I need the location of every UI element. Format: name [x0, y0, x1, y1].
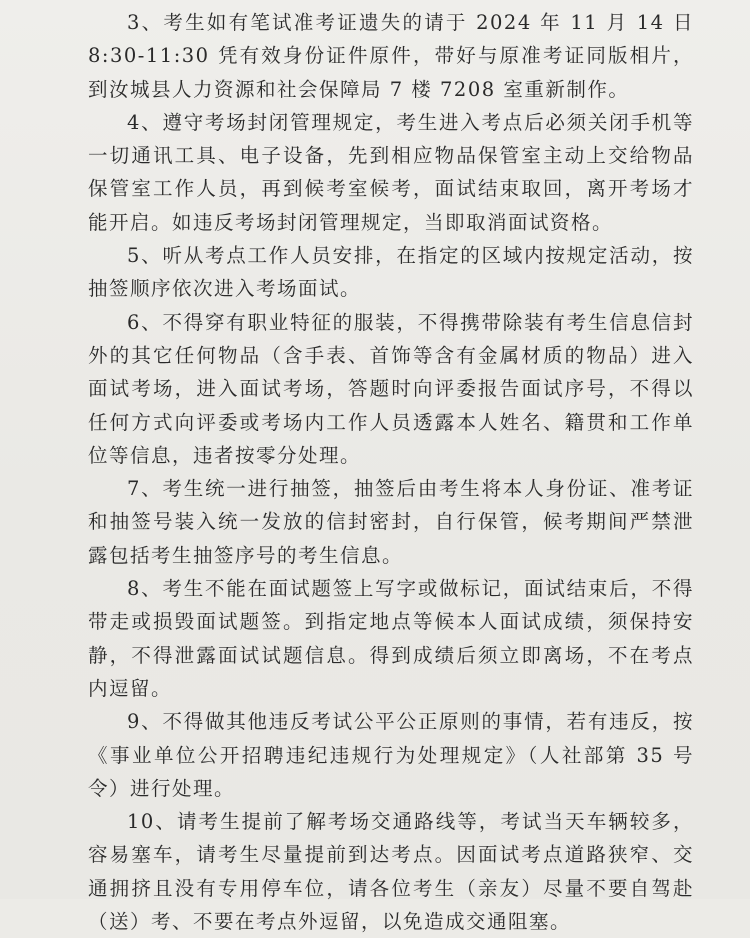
- paragraph-item-4: 4、遵守考场封闭管理规定，考生进入考点后必须关闭手机等一切通讯工具、电子设备，先到相应物品保管室主动上交给物品保管室工作人员，再到候考室候考，面试结束取回，离开考场才能开启。如违反考场封闭管理规定，当即取消面试资格。: [88, 110, 694, 234]
- paragraph-item-7: 7、考生统一进行抽签，抽签后由考生将本人身份证、准考证和抽签号装入统一发放的信封密封，自行保管，候考期间严禁泄露包括考生抽签序号的考生信息。: [88, 477, 694, 567]
- paragraph-item-8: 8、考生不能在面试题签上写字或做标记，面试结束后，不得带走或损毁面试题签。到指定地点等候本人面试成绩，须保持安静，不得泄露面试试题信息。得到成绩后须立即离场，不在考点内逗留。: [88, 577, 694, 700]
- paragraph-item-9: 9、不得做其他违反考试公平公正原则的事情，若有违反，按《事业单位公开招聘违纪违规行为处理规定》（人社部第 35 号令）进行处理。: [88, 710, 694, 800]
- paragraph-item-6: 6、不得穿有职业特征的服装，不得携带除装有考生信息信封外的其它任何物品（含手表、首饰等含有金属材质的物品）进入面试考场，进入面试考场，答题时向评委报告面试序号，不得以任何方式向评委或考场内工作人员透露本人姓名、籍贯和工作单位等信息，违者按零分处理。: [88, 310, 694, 467]
- paragraph-item-3: 3、考生如有笔试准考证遗失的请于 2024 年 11 月 14 日 8:30-11:30 凭有效身份证件原件，带好与原准考证同版相片，到汝城县人力资源和社会保障局 7 楼 7208 室重新制作。: [88, 11, 694, 101]
- paragraph-item-5: 5、听从考点工作人员安排，在指定的区域内按规定活动，按抽签顺序依次进入考场面试。: [88, 244, 694, 301]
- paragraph-item-10: 10、请考生提前了解考场交通路线等，考试当天车辆较多，容易塞车，请考生尽量提前到达考点。因面试考点道路狭窄、交通拥挤且没有专用停车位，请各位考生（亲友）尽量不要自驾赴（送）考、不要在考点外逗留，以免造成交通阻塞。: [88, 810, 694, 934]
